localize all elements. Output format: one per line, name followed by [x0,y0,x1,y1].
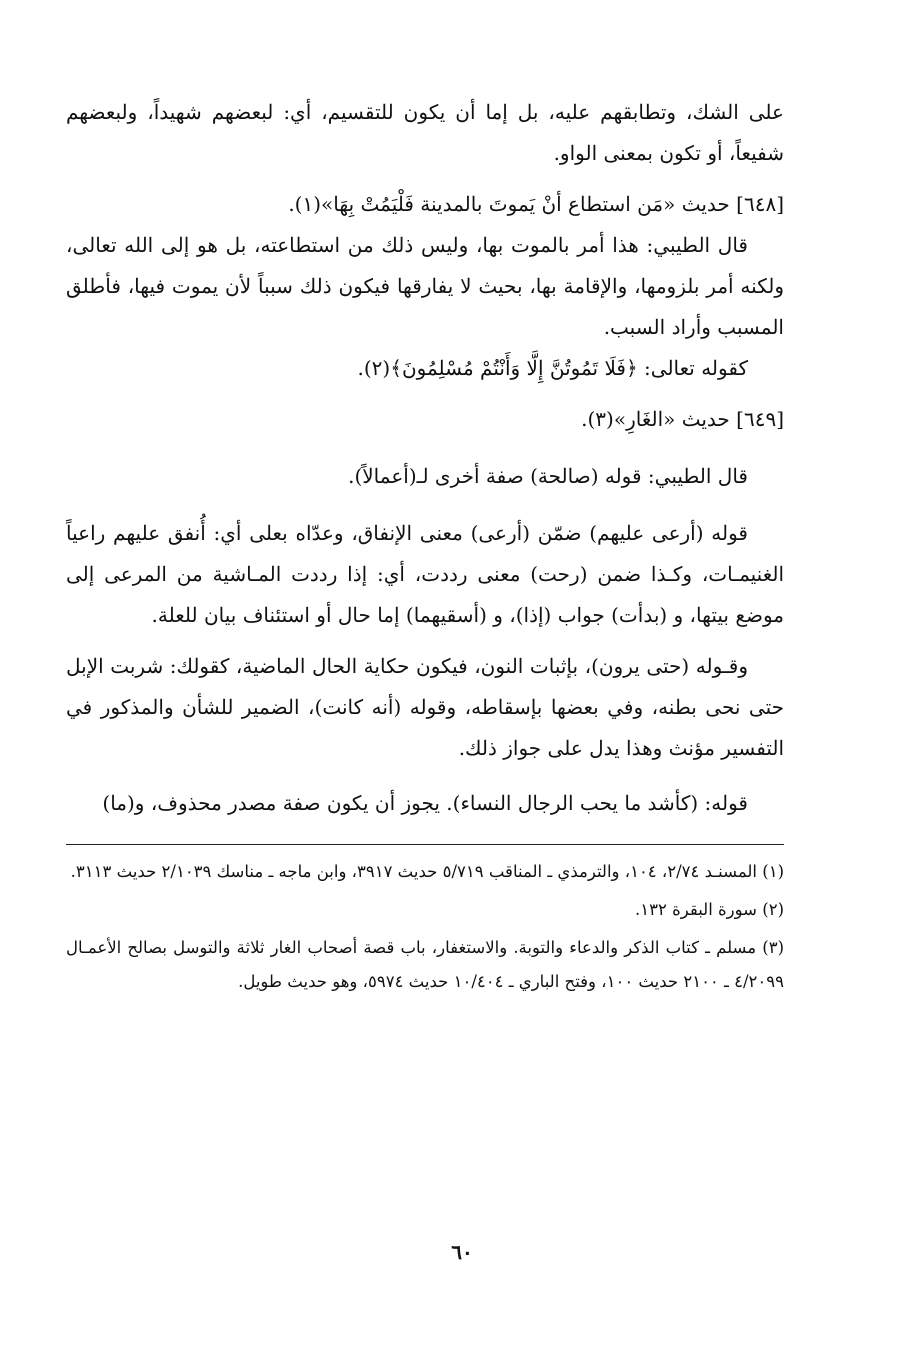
paragraph-quran-citation: كقوله تعالى: ﴿فَلَا تَمُوتُنَّ إِلَّا وَأَنْتُمْ مُسْلِمُونَ﴾(٢). [357,356,748,380]
page-body [66,92,784,999]
page-number: ٦٠ [451,1240,473,1264]
paragraph-hatta-yarawn: وقـوله (حتى يرون)، بإثبات النون، فيكون حكاية الحال الماضية، كقولك: شربت الإبل حتى نحى بطنه، وفي بعضها بإسقاطه، وقوله (أنه كانت)، الضمير للشأن والمذكور في التفسير مؤنث وهذا يدل على جواز ذلك. [66,654,784,760]
paragraph-tibi-commentary: قال الطيبي: هذا أمر بالموت بها، وليس ذلك من استطاعته، بل هو إلى الله تعالى، ولكنه أمر بلزومها، والإقامة بها، بحيث لا يفارقها فيكون ذلك سبباً لأن يموت فيها، فأطلق المسبب وأراد السبب. [66,233,784,339]
paragraph-continuation: على الشك، وتطابقهم عليه، بل إما أن يكون للتقسيم، أي: لبعضهم شهيداً، ولبعضهم شفيعاً، أو تكون بمعنى الواو. [66,100,784,165]
hadith-heading-649: [٦٤٩] حديث «الغَارِ»(٣). [581,407,784,431]
footnote-3: (٣) مسلم ـ كتاب الذكر والدعاء والتوبة. والاستغفار، باب قصة أصحاب الغار ثلاثة والتوسل بصالح الأعمـال ٤/٢٠٩٩ ـ ٢١٠٠ حديث ١٠٠، وفتح الباري ـ ١٠/٤٠٤ حديث ٥٩٧٤، وهو حديث طويل. [66,938,784,991]
footnote-separator [66,844,784,845]
paragraph-tibi-salihah: قال الطيبي: قوله (صالحة) صفة أخرى لـ(أعمالاً). [348,464,748,488]
paragraph-arʿa-explanation: قوله (أرعى عليهم) ضمّن (أرعى) معنى الإنفاق، وعدّاه بعلى أي: أُنفق عليهم راعياً الغنيمـات، وكـذا ضمن (رحت) معنى رددت، أي: إذا رددت المـاشية من المرعى إلى موضع بيتها، و (بدأت) جواب (إذا)، و (أسقيهما) إما حال أو استئناف بيان للعلة. [66,521,784,627]
paragraph-ka-ashadd: قوله: (كأشد ما يحب الرجال النساء). يجوز أن يكون صفة مصدر محذوف، و(ما) [102,791,748,815]
hadith-heading-648: [٦٤٨] حديث «مَن استطاع أنْ يَموتَ بالمدينة فَلْيَمُتْ بِهَا»(١). [288,192,784,216]
footnotes [66,855,784,999]
main-text [66,92,784,824]
footnote-1: (١) المسنـد ٢/٧٤، ١٠٤، والترمذي ـ المناقب ٥/٧١٩ حديث ٣٩١٧، وابن ماجه ـ مناسك ٢/١٠٣٩ حديث ٣١١٣. [70,862,784,881]
footnote-2: (٢) سورة البقرة ١٣٢. [635,900,784,919]
